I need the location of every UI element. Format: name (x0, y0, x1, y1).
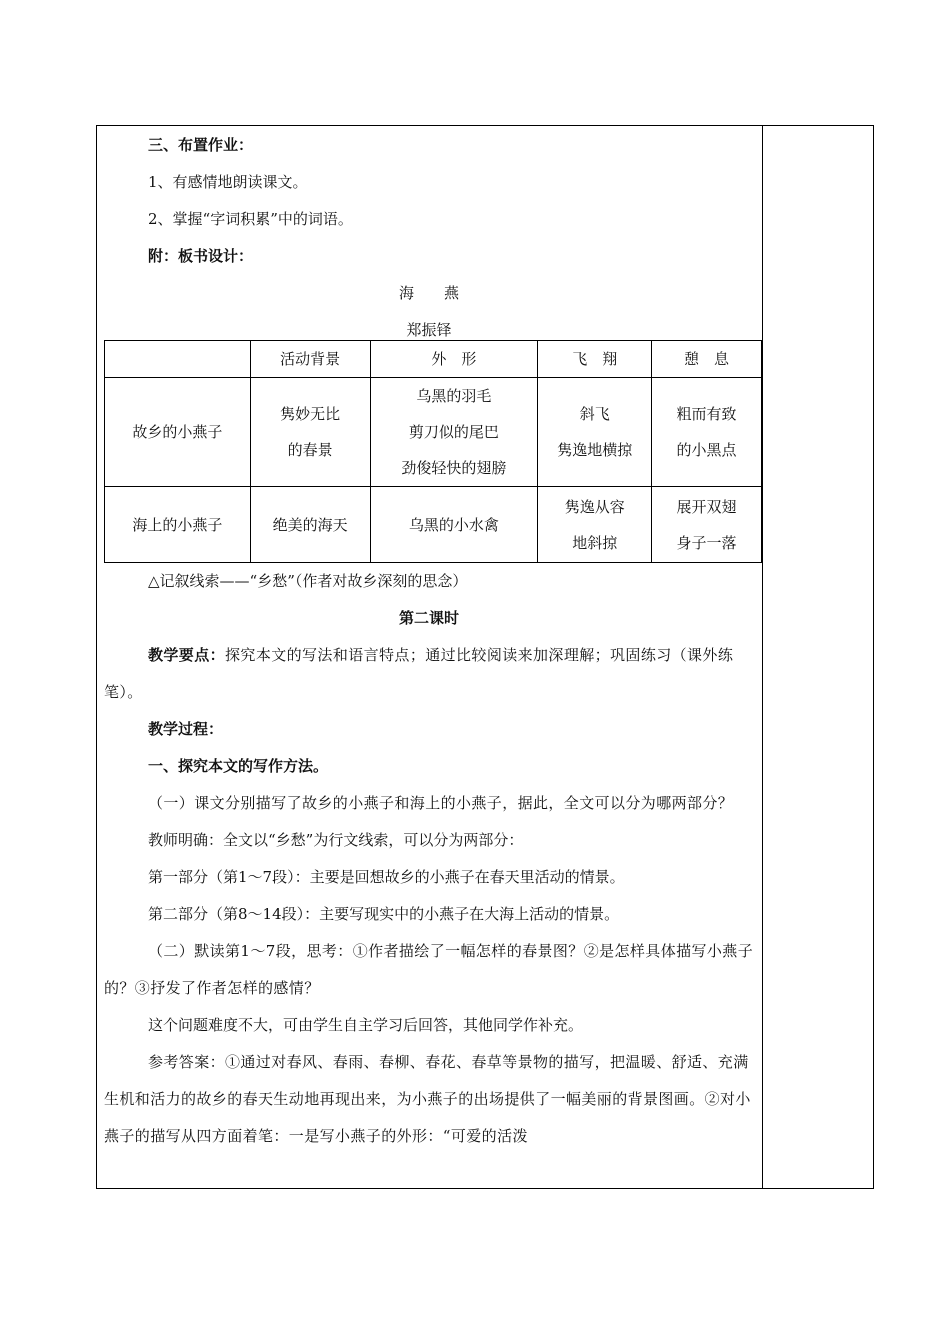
cell-rest (652, 487, 762, 563)
cell-line: 身子一落 (676, 533, 737, 552)
cell-line: 劲俊轻快的翅膀 (401, 459, 507, 477)
part-2: 第二部分（第8～14段）：主要写现实中的小燕子在大海上活动的情景。 (148, 905, 620, 923)
question-1: （一）课文分别描写了故乡的小燕子和海上的小燕子，据此，全文可以分为哪两部分？ (148, 794, 734, 812)
cell-line: 的小黑点 (676, 441, 737, 459)
teaching-key-points (104, 637, 754, 711)
cell-line: 隽妙无比 (280, 405, 341, 423)
header-cell-appearance: 外 形 (370, 341, 538, 378)
reference-answer: 参考答案：①通过对春风、春雨、春柳、春花、春草等景物的描写，把温暖、舒适、充满生机和活力的故乡的春天生动地再现出来，为小燕子的出场提供了一幅美丽的背景图画。②对小燕子的描写从四方面着笔：一是写小燕子的外形：“可爱的活泼 (104, 1053, 751, 1145)
cell-line: 隽逸从容 (564, 497, 625, 516)
cell-line: 剪刀似的尾巴 (408, 423, 499, 441)
section-1-heading: 一、探究本文的写作方法。 (148, 757, 329, 775)
cell-line: 的春景 (287, 441, 333, 459)
cell-line: 乌黑的小水禽 (408, 515, 499, 534)
cell-flight (538, 487, 652, 563)
header-cell-rest: 憩 息 (652, 341, 762, 378)
row-label: 海上的小燕子 (105, 487, 251, 563)
board-row-sea (105, 487, 762, 563)
row-label: 故乡的小燕子 (105, 378, 251, 487)
cell-flight (538, 378, 652, 487)
board-title: 海 燕 (398, 284, 459, 302)
cell-line: 隽逸地横掠 (557, 441, 633, 459)
board-table (104, 340, 762, 563)
lesson2-title: 第二课时 (398, 609, 459, 627)
header-cell-background: 活动背景 (250, 341, 370, 378)
part-1: 第一部分（第1～7段）：主要是回想故乡的小燕子在春天里活动的情景。 (148, 868, 625, 886)
lower-content (104, 563, 754, 1155)
homework-item-2: 2、掌握“字词积累”中的词语。 (148, 210, 353, 228)
upper-content (104, 127, 754, 349)
board-row-hometown (105, 378, 762, 487)
cell-line: 展开双翅 (676, 497, 737, 516)
homework-heading: 三、布置作业： (148, 136, 254, 154)
board-header-row (105, 341, 762, 378)
cell-appearance (370, 487, 538, 563)
process-label: 教学过程： (148, 720, 224, 738)
narrative-clue: △记叙线索——“乡愁”（作者对故乡深刻的思念） (148, 572, 468, 590)
teacher-note: 这个问题难度不大，可由学生自主学习后回答，其他同学作补充。 (148, 1016, 584, 1034)
question-2: （二）默读第1～7段，思考：①作者描绘了一幅怎样的春景图？②是怎样具体描写小燕子的？③抒发了作者怎样的感情？ (104, 942, 754, 997)
cell-line: 乌黑的羽毛 (416, 387, 492, 405)
board-heading: 附：板书设计： (148, 247, 254, 265)
cell-appearance (370, 378, 538, 487)
answer-1: 教师明确：全文以“乡愁”为行文线索，可以分为两部分： (148, 831, 524, 849)
header-cell-empty (105, 341, 251, 378)
homework-item-1: 1、有感情地朗读课文。 (148, 173, 308, 191)
cell-line: 地斜掠 (572, 533, 618, 552)
key-text: 探究本文的写法和语言特点；通过比较阅读来加深理解；巩固练习（课外练笔）。 (104, 646, 734, 701)
key-label: 教学要点： (148, 646, 226, 664)
cell-line: 粗而有致 (676, 405, 737, 423)
cell-line: 绝美的海天 (272, 515, 348, 534)
cell-background (250, 378, 370, 487)
cell-line: 斜飞 (579, 405, 610, 423)
cell-background (250, 487, 370, 563)
header-cell-flight: 飞 翔 (538, 341, 652, 378)
column-divider (762, 125, 763, 1189)
board-author: 郑振铎 (406, 321, 452, 339)
cell-rest (652, 378, 762, 487)
